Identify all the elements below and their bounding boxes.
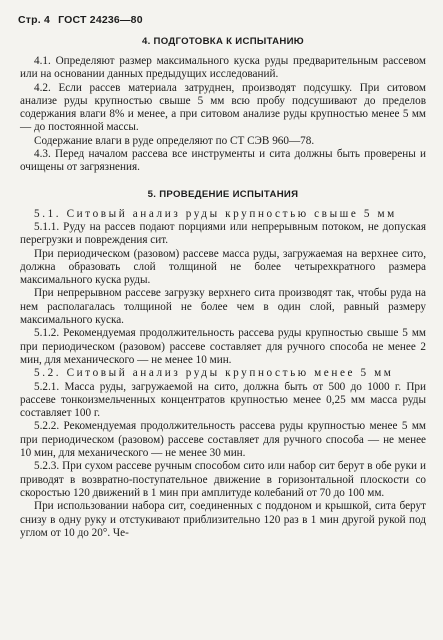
paragraph-5-2-3: 5.2.3. При сухом рассеве ручным способом сито или набор сит берут в обе руки и приводят в возвратно-поступательное движение в горизонтальной плоскости со скоростью 120 движений в 1 мин при амплитуде колебаний от 70 до 100 мм. — [20, 460, 426, 499]
standard-code: ГОСТ 24236—80 — [58, 14, 143, 26]
paragraph-5-1-2: 5.1.2. Рекомендуемая продолжительность рассева руды крупностью свыше 5 мм при периодическом (разовом) рассеве составляет для ручного способа не менее 2 мин, для механического — не менее 10 мин. — [20, 327, 426, 366]
page-number: Стр. 4 — [18, 14, 51, 26]
page-content — [20, 36, 426, 540]
paragraph-4-2: 4.2. Если рассев материала затруднен, производят подсушку. При ситовом анализе руды крупностью свыше 5 мм всю пробу подсушивают до пределов содержания влаги 8% и менее, а при ситовом анализе руды крупностью менее 5 мм — до постоянной массы. — [20, 81, 426, 134]
section-5-title: 5. ПРОВЕДЕНИЕ ИСПЫТАНИЯ — [147, 188, 299, 200]
paragraph-4-1: 4.1. Определяют размер максимального куска руды предварительным рассевом или на основании данных предыдущих исследований. — [20, 55, 426, 81]
paragraph-5-2-2: 5.2.2. Рекомендуемая продолжительность рассева руды крупностью менее 5 мм при периодическом (разовом) рассеве составляет для ручного способа — не менее 10 мин, для механического — не менее 30 мин. — [20, 420, 426, 460]
paragraph-periodic-sieving: При периодическом (разовом) рассеве масса руды, загружаемая на верхнее сито, должна образовать слой толщиной не более четырехкратного размера максимального куска руды. — [20, 247, 426, 287]
paragraph-4-3: 4.3. Перед началом рассева все инструменты и сита должны быть проверены и очищены от загрязнения. — [20, 148, 426, 174]
paragraph-moisture: Содержание влаги в руде определяют по СТ СЭВ 960—78. — [34, 134, 315, 147]
paragraph-5-2-1: 5.2.1. Масса руды, загружаемой на сито, должна быть от 500 до 1000 г. При рассеве тонкоизмельченных концентратов крупностью менее 0,25 мм масса руды составляет 100 г. — [20, 380, 426, 420]
page-header — [18, 14, 148, 26]
section-4-title: 4. ПОДГОТОВКА К ИСПЫТАНИЮ — [141, 36, 304, 47]
subsection-5-2-heading: 5.2. Ситовый анализ руды крупностью менее 5 мм — [34, 367, 394, 380]
subsection-5-1-heading: 5.1. Ситовый анализ руды крупностью свыше 5 мм — [34, 207, 397, 220]
paragraph-sieve-set: При использовании набора сит, соединенных с поддоном и крышкой, сита берут снизу в одну руку и отстукивают приблизительно 120 раз в 1 мин другой рукой под углом от 10 до 20°. Че- — [20, 500, 426, 539]
paragraph-5-1-1: 5.1.1. Руду на рассев подают порциями или непрерывным потоком, не допуская перегрузки и повреждения сит. — [20, 220, 426, 247]
paragraph-continuous-sieving: При непрерывном рассеве загрузку верхнего сита производят так, чтобы руда на нем располагалась толщиной не более чем в один слой, равный размеру максимального куска. — [20, 287, 426, 327]
